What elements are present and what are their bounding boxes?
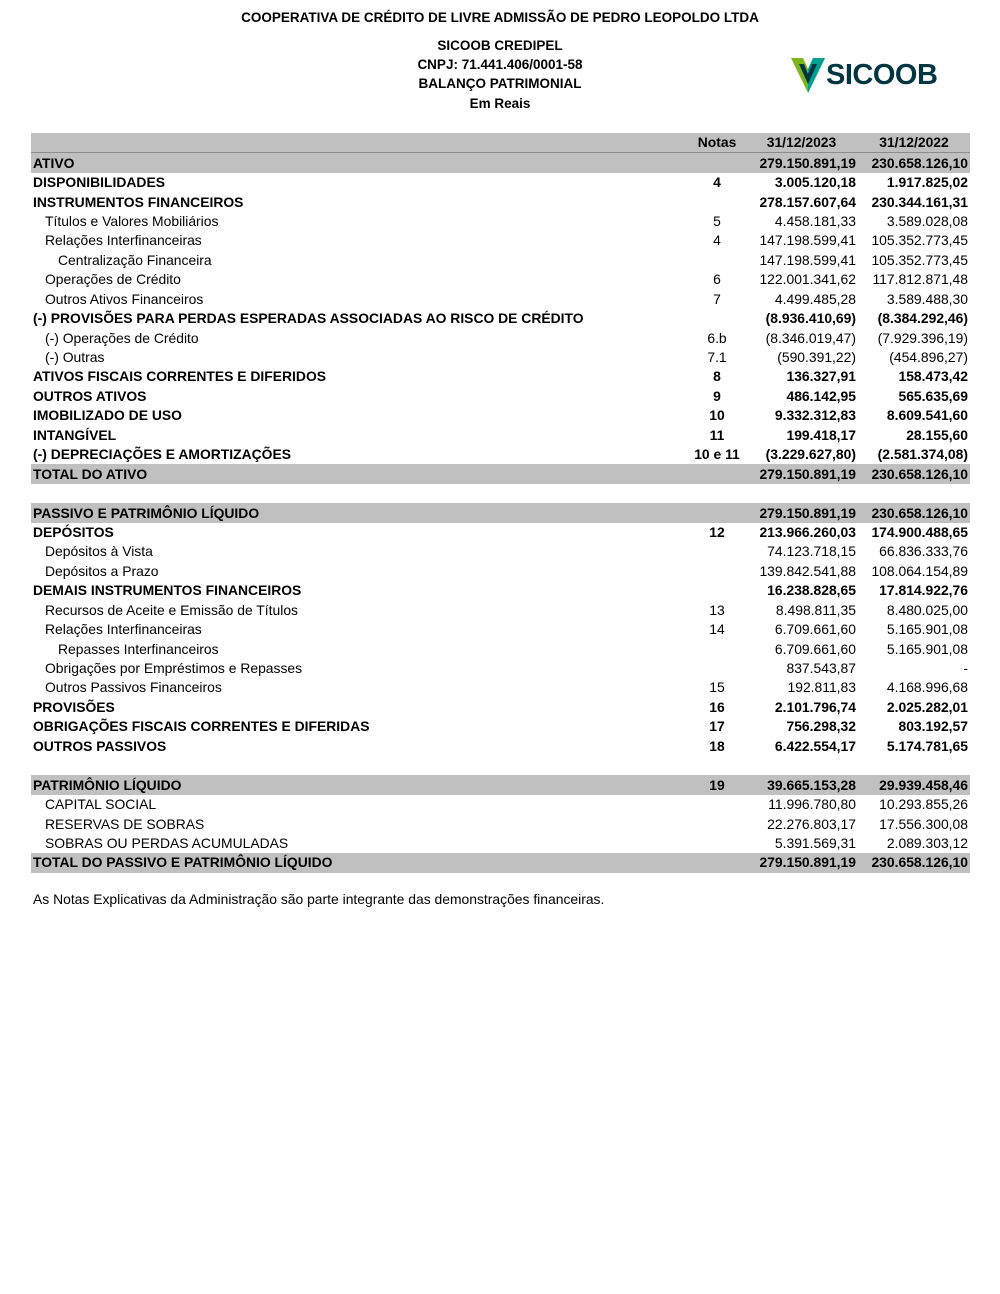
row-value-2023: (8.346.019,47)	[765, 329, 856, 346]
row-value-2023: 279.150.891,19	[745, 503, 858, 522]
row-value-2022: (454.896,27)	[889, 349, 968, 366]
row-value-2023: 147.198.599,41	[759, 251, 856, 268]
row-note	[689, 153, 745, 173]
table-row	[31, 523, 970, 542]
table-row	[31, 678, 970, 697]
row-note: 6.b	[707, 329, 727, 346]
row-label: DEPÓSITOS	[33, 523, 114, 540]
table-row	[31, 717, 970, 736]
row-label: Operações de Crédito	[45, 271, 181, 288]
header-blank	[31, 133, 689, 153]
row-value-2022: 8.480.025,00	[886, 601, 968, 618]
row-label: OBRIGAÇÕES FISCAIS CORRENTES E DIFERIDAS	[33, 718, 370, 735]
table-row	[31, 562, 970, 581]
row-label: OUTROS ATIVOS	[33, 387, 147, 404]
row-value-2023: 4.499.485,28	[774, 290, 856, 307]
row-note	[689, 795, 745, 814]
row-value-2022: 29.939.458,46	[858, 775, 970, 794]
row-note: 18	[709, 737, 725, 754]
row-label: SOBRAS OU PERDAS ACUMULADAS	[45, 834, 289, 851]
row-label: OUTROS PASSIVOS	[33, 737, 167, 754]
row-note: 6	[713, 271, 721, 288]
table-row	[31, 290, 970, 309]
row-note: 8	[713, 368, 721, 385]
row-label: Relações Interfinanceiras	[45, 232, 202, 249]
row-note	[689, 192, 745, 211]
report-title: BALANÇO PATRIMONIAL	[418, 76, 582, 91]
table-row	[31, 153, 970, 173]
row-label: Depósitos à Vista	[45, 543, 153, 560]
row-value-2023: 192.811,83	[787, 679, 856, 696]
row-value-2022: 174.900.488,65	[871, 523, 968, 540]
row-value-2022: 66.836.333,76	[879, 543, 968, 560]
row-value-2022: 3.589.488,30	[886, 290, 968, 307]
header-date-2022: 31/12/2022	[858, 133, 970, 153]
row-value-2022: 2.089.303,12	[886, 834, 968, 851]
row-value-2023: 4.458.181,33	[774, 212, 856, 229]
table-row	[31, 406, 970, 425]
row-label: IMOBILIZADO DE USO	[33, 407, 182, 424]
table-row	[31, 270, 970, 289]
footnote: As Notas Explicativas da Administração são parte integrante das demonstrações financeiras.	[33, 891, 605, 907]
table-row	[31, 192, 970, 211]
row-value-2022: (8.384.292,46)	[877, 310, 968, 327]
row-value-2023: 11.996.780,80	[768, 796, 856, 813]
table-header-row	[31, 133, 970, 153]
row-note: 19	[689, 775, 745, 794]
spacer-cell	[31, 484, 970, 503]
row-value-2022: (2.581.374,08)	[877, 446, 968, 463]
row-note: 16	[709, 698, 725, 715]
row-label: Obrigações por Empréstimos e Repasses	[45, 660, 303, 677]
sicoob-logo	[790, 56, 938, 96]
table-row	[31, 639, 970, 658]
row-label: Recursos de Aceite e Emissão de Títulos	[45, 601, 298, 618]
row-value-2023: 6.709.661,60	[774, 640, 856, 657]
row-value-2022: 158.473,42	[898, 368, 968, 385]
row-value-2023: 147.198.599,41	[759, 232, 856, 249]
row-note	[689, 309, 745, 328]
row-label: RESERVAS DE SOBRAS	[45, 815, 205, 832]
row-value-2023: 3.005.120,18	[774, 174, 856, 191]
row-value-2022: 10.293.855,26	[879, 796, 968, 813]
row-value-2023: 837.543,87	[786, 660, 856, 677]
row-note: 11	[709, 426, 725, 443]
row-label: Outros Ativos Financeiros	[45, 290, 204, 307]
row-label: DISPONIBILIDADES	[33, 174, 165, 191]
table-row	[31, 601, 970, 620]
row-label: CAPITAL SOCIAL	[45, 796, 157, 813]
cooperative-name: SICOOB CREDIPEL	[437, 38, 563, 53]
section-spacer	[31, 756, 970, 775]
row-value-2022: 5.165.901,08	[886, 640, 968, 657]
section-spacer	[31, 484, 970, 503]
row-note	[689, 639, 745, 658]
table-row	[31, 503, 970, 522]
row-value-2023: 6.709.661,60	[774, 621, 856, 638]
row-label: (-) DEPRECIAÇÕES E AMORTIZAÇÕES	[33, 446, 292, 463]
table-row	[31, 737, 970, 756]
row-label: PASSIVO E PATRIMÔNIO LÍQUIDO	[31, 503, 689, 522]
row-value-2023: 213.966.260,03	[759, 523, 856, 540]
table-row	[31, 853, 970, 872]
row-label: Depósitos a Prazo	[45, 562, 159, 579]
row-note: 17	[709, 718, 725, 735]
row-label: Repasses Interfinanceiros	[58, 640, 219, 657]
row-note	[689, 853, 745, 872]
row-label: DEMAIS INSTRUMENTOS FINANCEIROS	[33, 582, 302, 599]
row-note	[689, 581, 745, 600]
table-row	[31, 367, 970, 386]
row-value-2023: 136.327,91	[786, 368, 856, 385]
row-value-2022: 230.344.161,31	[871, 193, 968, 210]
row-label: PATRIMÔNIO LÍQUIDO	[31, 775, 689, 794]
row-value-2023: 2.101.796,74	[774, 698, 856, 715]
row-note	[689, 562, 745, 581]
table-row	[31, 309, 970, 328]
table-row	[31, 620, 970, 639]
row-note: 7	[713, 290, 721, 307]
row-value-2022: 3.589.028,08	[886, 212, 968, 229]
row-value-2023: 279.150.891,19	[745, 153, 858, 173]
row-value-2023: (8.936.410,69)	[765, 310, 856, 327]
table-row	[31, 698, 970, 717]
row-label: Outros Passivos Financeiros	[45, 679, 222, 696]
table-row	[31, 426, 970, 445]
row-note: 4	[713, 174, 721, 191]
row-note	[689, 659, 745, 678]
row-note: 7.1	[707, 349, 727, 366]
row-value-2023: 22.276.803,17	[767, 815, 856, 832]
table-row	[31, 212, 970, 231]
row-note	[689, 814, 745, 833]
row-value-2023: 39.665.153,28	[745, 775, 858, 794]
row-value-2022: 8.609.541,60	[886, 407, 968, 424]
row-value-2022: 17.814.922,76	[879, 582, 968, 599]
row-value-2022: 17.556.300,08	[879, 815, 968, 832]
row-value-2023: 122.001.341,62	[759, 271, 856, 288]
row-value-2022: 565.635,69	[898, 387, 968, 404]
row-value-2023: 16.238.828,65	[767, 582, 856, 599]
row-value-2022: 230.658.126,10	[858, 153, 970, 173]
row-value-2022: 230.658.126,10	[858, 464, 970, 483]
table-row	[31, 659, 970, 678]
table-row	[31, 795, 970, 814]
row-value-2022: 803.192,57	[898, 718, 968, 735]
row-value-2023: 279.150.891,19	[745, 853, 858, 872]
row-value-2022: 2.025.282,01	[886, 698, 968, 715]
row-value-2022: 5.174.781,65	[886, 737, 968, 754]
table-row	[31, 231, 970, 250]
row-note: 10	[709, 407, 725, 424]
row-label: ATIVOS FISCAIS CORRENTES E DIFERIDOS	[33, 368, 327, 385]
row-note	[689, 542, 745, 561]
cnpj: CNPJ: 71.441.406/0001-58	[417, 57, 583, 72]
table-row	[31, 581, 970, 600]
row-value-2022: -	[963, 660, 968, 677]
row-note: 4	[713, 232, 721, 249]
row-label: Centralização Financeira	[58, 251, 212, 268]
row-value-2023: 279.150.891,19	[745, 464, 858, 483]
row-note	[689, 251, 745, 270]
row-value-2022: 1.917.825,02	[886, 174, 968, 191]
currency-unit: Em Reais	[469, 96, 531, 111]
row-value-2022: 230.658.126,10	[858, 853, 970, 872]
header-date-2023: 31/12/2023	[745, 133, 858, 153]
row-value-2023: 6.422.554,17	[774, 737, 856, 754]
table-row	[31, 387, 970, 406]
table-row	[31, 328, 970, 347]
table-row	[31, 348, 970, 367]
row-note: 5	[713, 212, 721, 229]
row-value-2022: 5.165.901,08	[886, 621, 968, 638]
row-value-2023: 486.142,95	[786, 387, 856, 404]
row-value-2022: 108.064.154,89	[871, 562, 968, 579]
row-value-2022: 4.168.996,68	[886, 679, 968, 696]
row-value-2023: 9.332.312,83	[774, 407, 856, 424]
row-value-2023: 74.123.718,15	[767, 543, 856, 560]
table-row	[31, 445, 970, 464]
table-row	[31, 814, 970, 833]
row-value-2022: 105.352.773,45	[871, 251, 968, 268]
row-label: ATIVO	[31, 153, 689, 173]
row-value-2023: 756.298,32	[786, 718, 856, 735]
row-value-2023: 8.498.811,35	[775, 601, 856, 618]
row-value-2022: 117.812.871,48	[872, 271, 968, 288]
row-label: TOTAL DO ATIVO	[31, 464, 689, 483]
row-label: INSTRUMENTOS FINANCEIROS	[33, 193, 244, 210]
row-value-2023: 5.391.569,31	[774, 834, 856, 851]
row-value-2023: (590.391,22)	[777, 349, 856, 366]
row-label: (-) PROVISÕES PARA PERDAS ESPERADAS ASSOCIADAS AO RISCO DE CRÉDITO	[33, 310, 584, 327]
row-note: 9	[713, 387, 721, 404]
row-label: (-) Outras	[45, 349, 105, 366]
spacer-cell	[31, 756, 970, 775]
row-label: TOTAL DO PASSIVO E PATRIMÔNIO LÍQUIDO	[31, 853, 689, 872]
row-label: Títulos e Valores Mobiliários	[45, 212, 219, 229]
row-note	[689, 834, 745, 853]
row-label: (-) Operações de Crédito	[45, 329, 199, 346]
row-note: 14	[709, 621, 725, 638]
balance-sheet-table	[31, 133, 970, 873]
row-value-2023: (3.229.627,80)	[765, 446, 856, 463]
row-note: 13	[709, 601, 725, 618]
row-value-2022: 105.352.773,45	[871, 232, 968, 249]
row-note	[689, 464, 745, 483]
table-row	[31, 251, 970, 270]
row-label: INTANGÍVEL	[33, 426, 117, 443]
row-note: 15	[709, 679, 725, 696]
row-label: Relações Interfinanceiras	[45, 621, 202, 638]
table-row	[31, 464, 970, 483]
row-value-2023: 199.418,17	[786, 426, 856, 443]
table-row	[31, 775, 970, 794]
institution-name: COOPERATIVA DE CRÉDITO DE LIVRE ADMISSÃO DE PEDRO LEOPOLDO LTDA	[241, 10, 759, 25]
row-value-2022: 230.658.126,10	[858, 503, 970, 522]
logo-text: SICOOB	[826, 59, 938, 91]
table-row	[31, 834, 970, 853]
table-row	[31, 542, 970, 561]
row-value-2022: 28.155,60	[906, 426, 968, 443]
row-note	[689, 503, 745, 522]
header-notes: Notas	[689, 133, 745, 153]
row-label: PROVISÕES	[33, 698, 115, 715]
row-note: 12	[709, 523, 725, 540]
sicoob-mark-icon	[790, 56, 826, 94]
row-note: 10 e 11	[694, 446, 740, 463]
row-value-2023: 278.157.607,64	[759, 193, 856, 210]
table-row	[31, 173, 970, 192]
row-value-2023: 139.842.541,88	[759, 562, 856, 579]
row-value-2022: (7.929.396,19)	[877, 329, 968, 346]
